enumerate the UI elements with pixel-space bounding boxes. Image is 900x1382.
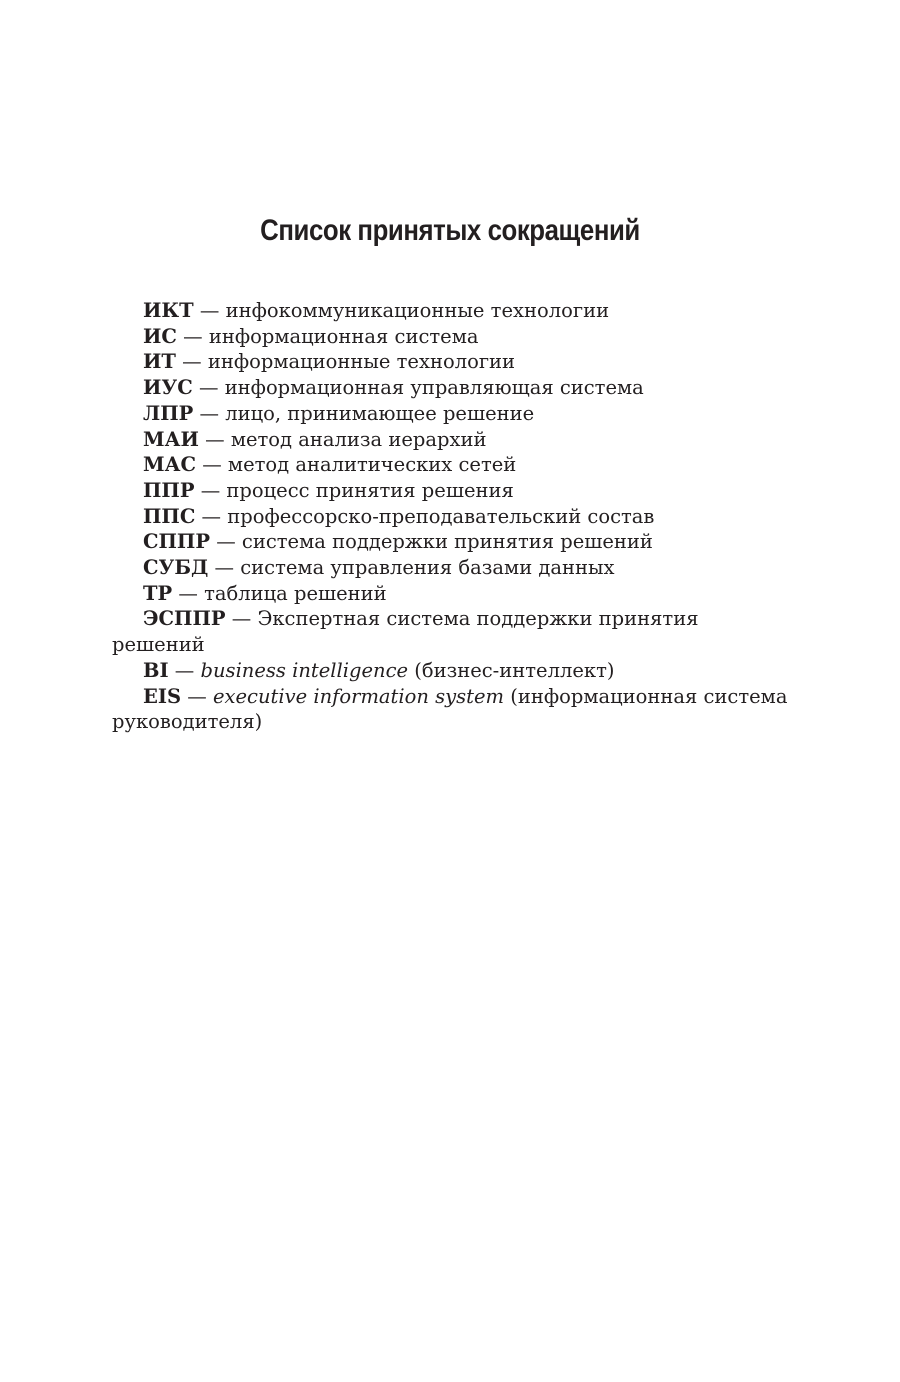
list-item — [112, 324, 790, 350]
dash-separator: — — [208, 556, 241, 580]
dash-separator: — — [175, 350, 208, 374]
abbreviation-term: ППР — [143, 478, 195, 502]
dash-separator: — — [176, 324, 209, 348]
abbreviation-term: ТР — [143, 581, 173, 605]
abbreviation-definition: метод анализа иерархий — [230, 427, 487, 451]
dash-separator: — — [198, 427, 231, 451]
abbreviation-definition: инфокоммуникационные технологии — [225, 299, 610, 322]
dash-separator: — — [225, 607, 258, 631]
dash-separator: — — [192, 376, 225, 400]
abbreviation-term: СППР — [143, 530, 211, 554]
dash-separator: — — [168, 658, 201, 682]
abbreviation-definition: процесс принятия решения — [226, 478, 514, 502]
list-item — [112, 375, 790, 401]
abbreviation-definition: система управления базами данных — [240, 556, 615, 580]
abbreviation-definition: таблица решений — [204, 581, 387, 605]
list-item — [112, 529, 790, 555]
abbreviation-definition: (информационная система руководителя) — [112, 684, 788, 734]
abbreviation-definition: информационные технологии — [207, 350, 516, 374]
abbreviation-term: СУБД — [143, 556, 209, 580]
abbreviation-list — [112, 298, 790, 735]
dash-separator: — — [193, 299, 226, 322]
list-item — [112, 349, 790, 375]
dash-separator: — — [172, 581, 205, 605]
list-item — [112, 581, 790, 607]
abbreviation-term: ИС — [143, 324, 177, 348]
list-item — [112, 658, 790, 684]
abbreviation-term: ИУС — [143, 376, 193, 400]
abbreviation-term: BI — [143, 658, 169, 682]
list-item — [112, 427, 790, 453]
abbreviation-term: ЛПР — [143, 401, 194, 425]
dash-separator: — — [181, 684, 213, 708]
list-item — [112, 298, 790, 324]
abbreviation-definition: профессорско-преподавательский состав — [227, 504, 655, 528]
dash-separator: — — [195, 504, 228, 528]
abbreviation-term: ИКТ — [143, 299, 194, 322]
abbreviation-definition: Экспертная система поддержки принятия решений — [112, 607, 699, 657]
abbreviation-term: ИТ — [143, 350, 176, 374]
list-item — [112, 504, 790, 530]
list-item — [112, 555, 790, 581]
dash-separator: — — [196, 453, 228, 477]
abbreviation-definition: метод аналитических сетей — [227, 453, 517, 477]
dash-separator: — — [194, 478, 227, 502]
abbreviation-term: ЭСППР — [143, 607, 226, 631]
abbreviation-term: EIS — [143, 684, 182, 708]
abbreviation-term: МАС — [143, 453, 196, 477]
list-item — [112, 401, 790, 427]
english-expansion: business intelligence — [200, 658, 409, 682]
list-item — [112, 606, 790, 657]
page-title: Список принятых сокращений — [260, 214, 640, 247]
list-item — [112, 452, 790, 478]
abbreviation-definition: система поддержки принятия решений — [241, 530, 653, 554]
dash-separator: — — [193, 401, 226, 425]
abbreviation-definition: информационная управляющая система — [224, 376, 644, 400]
abbreviation-definition: (бизнес-интеллект) — [408, 658, 615, 682]
english-expansion: executive information system — [212, 684, 505, 708]
list-item — [112, 478, 790, 504]
abbreviation-term: ППС — [143, 504, 196, 528]
abbreviation-term: МАИ — [143, 427, 199, 451]
abbreviation-definition: лицо, принимающее решение — [225, 401, 535, 425]
abbreviation-definition: информационная система — [208, 324, 479, 348]
list-item — [112, 684, 790, 735]
dash-separator: — — [210, 530, 242, 554]
